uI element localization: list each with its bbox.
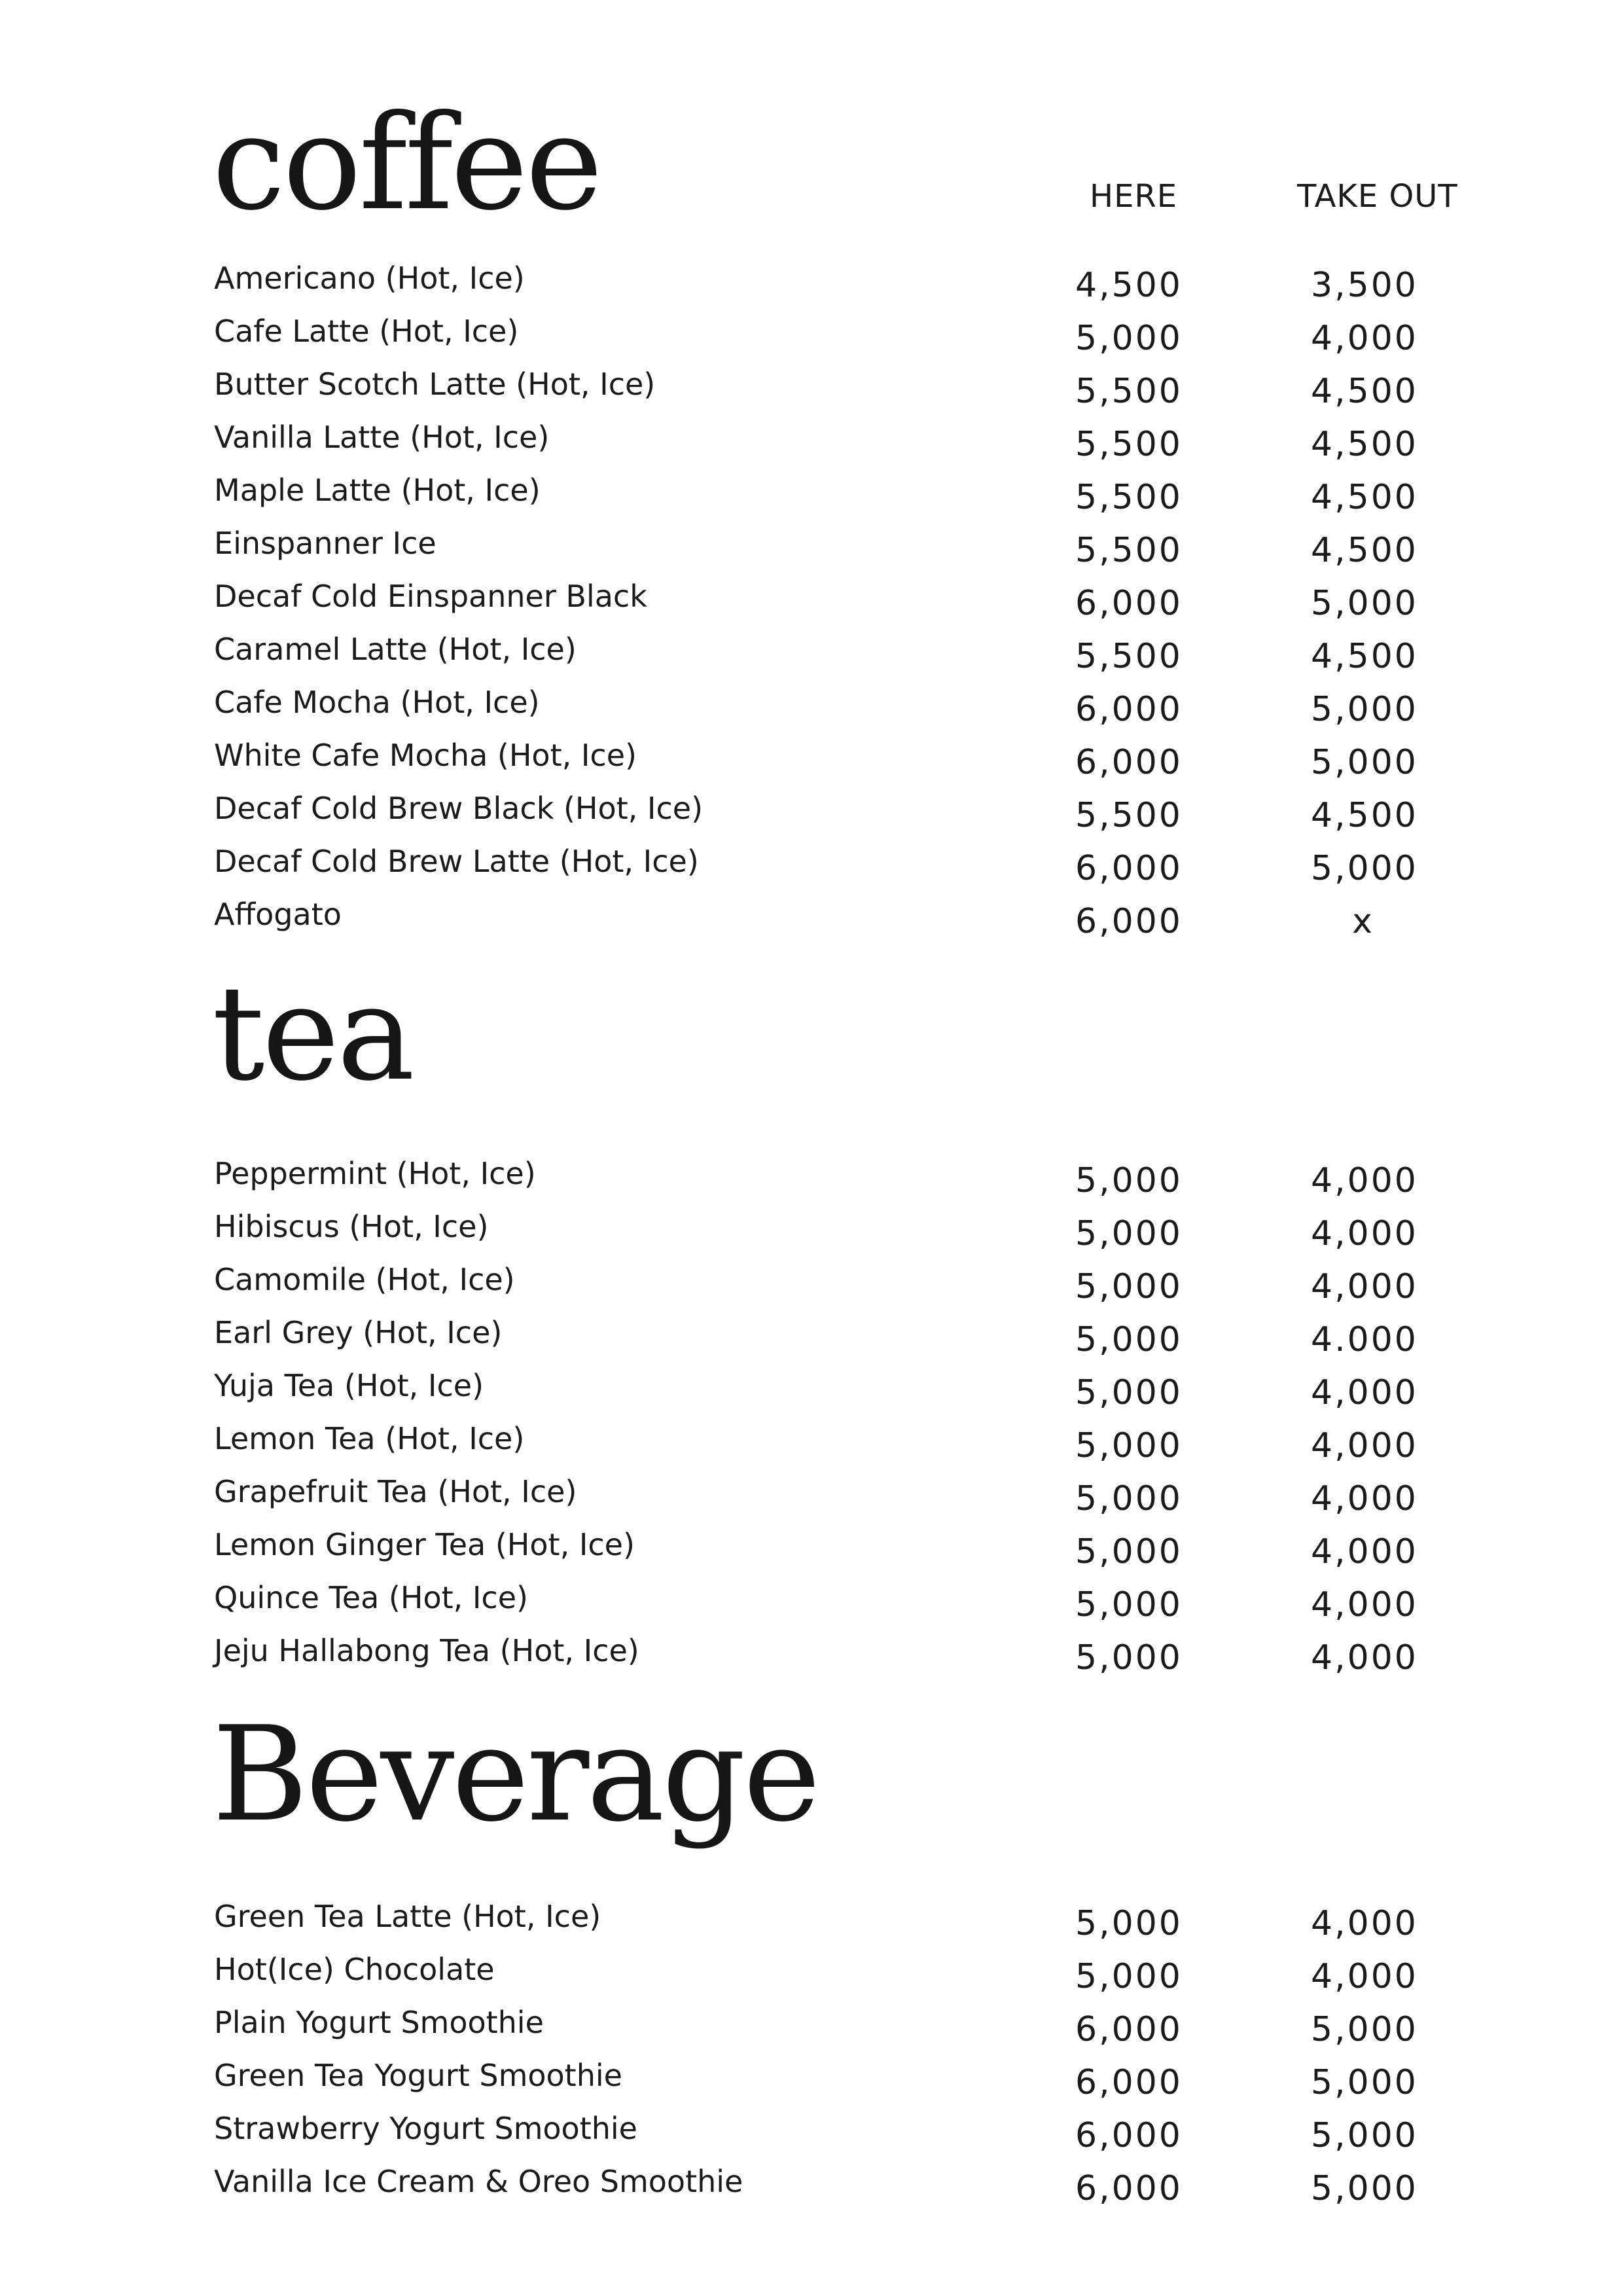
price-here: 6,000	[1075, 690, 1183, 729]
price-take-out: 5,000	[1311, 2010, 1418, 2049]
price-here: 5,000	[1075, 1904, 1183, 1943]
menu-item-row	[0, 739, 1623, 792]
menu-item-name: White Cafe Mocha (Hot, Ice)	[214, 738, 637, 773]
price-here: 5,500	[1075, 531, 1183, 570]
price-take-out: 4,000	[1311, 1267, 1418, 1306]
price-here: 5,500	[1075, 796, 1183, 835]
price-take-out: 4,000	[1311, 1161, 1418, 1200]
price-here: 6,000	[1075, 849, 1183, 888]
menu-item-name: Maple Latte (Hot, Ice)	[214, 473, 541, 508]
price-take-out: 4.000	[1311, 1320, 1418, 1359]
price-here: 5,500	[1075, 478, 1183, 517]
price-here: 6,000	[1075, 902, 1183, 941]
price-take-out: x	[1352, 902, 1374, 941]
price-here: 6,000	[1075, 2169, 1183, 2208]
price-take-out: 4,000	[1311, 319, 1418, 358]
coffee-menu-list	[0, 262, 1623, 951]
menu-item-row	[0, 421, 1623, 474]
menu-item-name: Jeju Hallabong Tea (Hot, Ice)	[214, 1633, 639, 1668]
beverage-section-title: Beverage	[212, 1698, 818, 1851]
menu-item-name: Americano (Hot, Ice)	[214, 260, 525, 296]
menu-item-row	[0, 792, 1623, 845]
price-here: 5,000	[1075, 1479, 1183, 1518]
menu-item-name: Decaf Cold Brew Latte (Hot, Ice)	[214, 844, 699, 879]
price-here: 6,000	[1075, 2063, 1183, 2102]
menu-item-name: Quince Tea (Hot, Ice)	[214, 1580, 528, 1615]
coffee-section-title: coffee	[212, 87, 601, 240]
price-take-out: 5,000	[1311, 690, 1418, 729]
menu-item-name: Yuja Tea (Hot, Ice)	[214, 1368, 484, 1403]
menu-item-name: Butter Scotch Latte (Hot, Ice)	[214, 367, 656, 402]
price-here: 6,000	[1075, 2116, 1183, 2155]
price-here: 5,500	[1075, 425, 1183, 464]
price-take-out: 4,500	[1311, 531, 1418, 570]
menu-item-row	[0, 580, 1623, 633]
menu-item-name: Plain Yogurt Smoothie	[214, 2005, 544, 2040]
beverage-menu-list	[0, 1900, 1623, 2218]
menu-item-name: Einspanner Ice	[214, 526, 437, 561]
price-take-out: 4,500	[1311, 372, 1418, 411]
menu-item-row	[0, 1369, 1623, 1422]
price-take-out: 4,000	[1311, 1214, 1418, 1253]
menu-item-row	[0, 1157, 1623, 1210]
price-here: 5,000	[1075, 1532, 1183, 1571]
price-take-out: 4,500	[1311, 637, 1418, 676]
price-here: 6,000	[1075, 584, 1183, 623]
menu-item-row	[0, 1528, 1623, 1581]
price-here: 5,000	[1075, 1267, 1183, 1306]
menu-item-row	[0, 1422, 1623, 1475]
menu-item-row	[0, 527, 1623, 580]
menu-item-name: Lemon Ginger Tea (Hot, Ice)	[214, 1527, 635, 1562]
menu-item-name: Green Tea Latte (Hot, Ice)	[214, 1899, 601, 1934]
menu-item-name: Earl Grey (Hot, Ice)	[214, 1315, 503, 1350]
menu-item-row	[0, 1263, 1623, 1316]
tea-section-title: tea	[212, 958, 412, 1110]
price-here: 6,000	[1075, 743, 1183, 782]
price-take-out: 5,000	[1311, 743, 1418, 782]
price-take-out: 4,000	[1311, 1585, 1418, 1624]
menu-item-row	[0, 845, 1623, 898]
menu-item-row	[0, 2112, 1623, 2165]
price-take-out: 5,000	[1311, 849, 1418, 888]
menu-item-name: Camomile (Hot, Ice)	[214, 1262, 515, 1297]
menu-item-name: Hot(Ice) Chocolate	[214, 1952, 495, 1987]
menu-item-row	[0, 633, 1623, 686]
menu-item-name: Peppermint (Hot, Ice)	[214, 1156, 536, 1191]
price-take-out: 4,500	[1311, 478, 1418, 517]
price-take-out: 5,000	[1311, 2116, 1418, 2155]
price-take-out: 4,000	[1311, 1904, 1418, 1943]
price-here: 5,000	[1075, 1638, 1183, 1677]
price-take-out: 5,000	[1311, 2063, 1418, 2102]
price-take-out: 4,500	[1311, 796, 1418, 835]
menu-item-name: Green Tea Yogurt Smoothie	[214, 2058, 622, 2093]
menu-item-row	[0, 2059, 1623, 2112]
price-here: 5,500	[1075, 372, 1183, 411]
menu-item-row	[0, 368, 1623, 421]
price-take-out: 4,000	[1311, 1373, 1418, 1412]
menu-item-row	[0, 474, 1623, 527]
price-take-out: 4,000	[1311, 1426, 1418, 1465]
price-take-out: 4,000	[1311, 1957, 1418, 1996]
price-take-out: 5,000	[1311, 2169, 1418, 2208]
menu-item-row	[0, 1634, 1623, 1687]
menu-item-row	[0, 262, 1623, 315]
menu-item-row	[0, 2165, 1623, 2218]
price-take-out: 4,000	[1311, 1638, 1418, 1677]
price-here: 5,000	[1075, 1426, 1183, 1465]
menu-item-row	[0, 898, 1623, 951]
menu-item-name: Vanilla Ice Cream & Oreo Smoothie	[214, 2164, 743, 2199]
price-here: 5,500	[1075, 637, 1183, 676]
price-here: 5,000	[1075, 1957, 1183, 1996]
menu-item-row	[0, 2006, 1623, 2059]
menu-item-row	[0, 1581, 1623, 1634]
price-take-out: 3,500	[1311, 266, 1418, 305]
price-here: 5,000	[1075, 1373, 1183, 1412]
menu-item-name: Caramel Latte (Hot, Ice)	[214, 632, 577, 667]
price-here: 5,000	[1075, 1214, 1183, 1253]
price-take-out: 5,000	[1311, 584, 1418, 623]
menu-item-row	[0, 1475, 1623, 1528]
menu-item-name: Decaf Cold Einspanner Black	[214, 579, 647, 614]
menu-item-row	[0, 315, 1623, 368]
price-here: 5,000	[1075, 319, 1183, 358]
price-here: 5,000	[1075, 1585, 1183, 1624]
price-here: 4,500	[1075, 266, 1183, 305]
tea-menu-list	[0, 1157, 1623, 1687]
price-take-out: 4,000	[1311, 1479, 1418, 1518]
price-here: 6,000	[1075, 2010, 1183, 2049]
menu-item-row	[0, 686, 1623, 739]
price-take-out: 4,000	[1311, 1532, 1418, 1571]
menu-item-row	[0, 1316, 1623, 1369]
menu-item-name: Affogato	[214, 897, 342, 932]
menu-item-name: Decaf Cold Brew Black (Hot, Ice)	[214, 791, 704, 826]
menu-item-name: Cafe Latte (Hot, Ice)	[214, 314, 519, 349]
menu-item-row	[0, 1210, 1623, 1263]
menu-item-name: Hibiscus (Hot, Ice)	[214, 1209, 489, 1244]
price-here: 5,000	[1075, 1161, 1183, 1200]
menu-item-name: Grapefruit Tea (Hot, Ice)	[214, 1474, 577, 1509]
price-take-out: 4,500	[1311, 425, 1418, 464]
menu-item-name: Vanilla Latte (Hot, Ice)	[214, 420, 550, 455]
menu-item-name: Lemon Tea (Hot, Ice)	[214, 1421, 525, 1456]
menu-item-name: Cafe Mocha (Hot, Ice)	[214, 685, 540, 720]
menu-item-row	[0, 1953, 1623, 2006]
price-here: 5,000	[1075, 1320, 1183, 1359]
take-out-column-header: TAKE OUT	[1297, 178, 1458, 215]
here-column-header: HERE	[1090, 178, 1178, 215]
menu-item-name: Strawberry Yogurt Smoothie	[214, 2111, 637, 2146]
menu-item-row	[0, 1900, 1623, 1953]
